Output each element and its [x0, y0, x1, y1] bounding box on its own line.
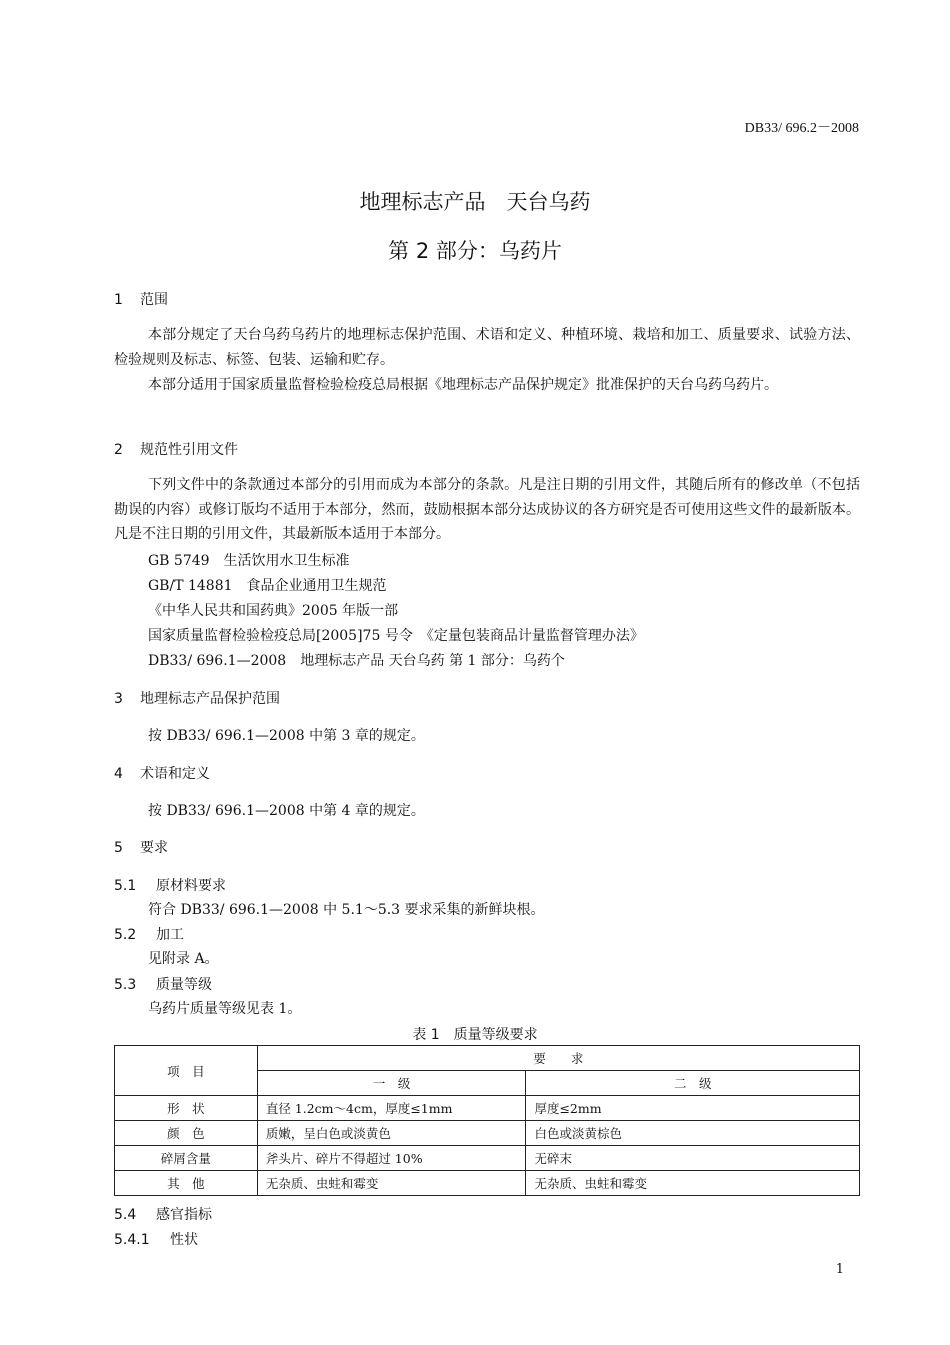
section-3-heading: 3 地理标志产品保护范围	[114, 691, 280, 707]
section-5-2-paragraph: 见附录 A。	[148, 951, 219, 967]
section-2-heading: 2 规范性引用文件	[114, 442, 238, 458]
table-header-grade-1: 一 级	[257, 1071, 526, 1096]
table-row	[115, 1171, 860, 1196]
reference-item: 国家质量监督检验检疫总局[2005]75 号令 《定量包装商品计量监督管理办法》	[148, 628, 644, 644]
section-5-2-heading: 5.2 加工	[114, 927, 184, 943]
section-1-heading: 1 范围	[114, 292, 168, 308]
table-cell-grade-1: 无杂质、虫蛀和霉变	[257, 1171, 526, 1196]
table-cell-grade-2: 无碎末	[526, 1146, 860, 1171]
table-header-item: 项 目	[115, 1046, 258, 1096]
reference-item: GB/T 14881 食品企业通用卫生规范	[148, 578, 387, 594]
section-4-paragraph: 按 DB33/ 696.1—2008 中第 4 章的规定。	[148, 803, 425, 819]
section-5-4-1-heading: 5.4.1 性状	[114, 1232, 198, 1248]
table-row	[115, 1121, 860, 1146]
section-5-4-heading: 5.4 感官指标	[114, 1207, 212, 1223]
table-header-row	[115, 1046, 860, 1071]
table-cell-grade-2: 无杂质、虫蛀和霉变	[526, 1171, 860, 1196]
table-cell-item: 颜 色	[115, 1121, 258, 1146]
section-5-3-paragraph: 乌药片质量等级见表 1。	[148, 1001, 302, 1017]
document-subtitle: 第 2 部分：乌药片	[388, 239, 562, 263]
table-cell-grade-2: 白色或淡黄棕色	[526, 1121, 860, 1146]
document-number: DB33/ 696.2－2008	[744, 121, 859, 136]
section-5-3-heading: 5.3 质量等级	[114, 977, 212, 993]
table-cell-grade-1: 质嫩，呈白色或淡黄色	[257, 1121, 526, 1146]
section-5-1-paragraph: 符合 DB33/ 696.1—2008 中 5.1～5.3 要求采集的新鲜块根。	[148, 902, 545, 918]
reference-item: 《中华人民共和国药典》2005 年版一部	[148, 603, 399, 619]
table-cell-grade-1: 斧头片、碎片不得超过 10%	[257, 1146, 526, 1171]
section-5-1-heading: 5.1 原材料要求	[114, 878, 226, 894]
section-1-paragraph-1: 本部分规定了天台乌药乌药片的地理标志保护范围、术语和定义、种植环境、栽培和加工、质量要求、试验方法、检验规则及标志、标签、包装、运输和贮存。	[114, 327, 860, 368]
section-4-heading: 4 术语和定义	[114, 766, 210, 782]
table-cell-grade-2: 厚度≤2mm	[526, 1096, 860, 1121]
reference-item: GB 5749 生活饮用水卫生标准	[148, 553, 350, 569]
section-1-paragraph-2: 本部分适用于国家质量监督检验检疫总局根据《地理标志产品保护规定》批准保护的天台乌药乌药片。	[148, 377, 778, 393]
table-header-grade-2: 二 级	[526, 1071, 860, 1096]
section-5-heading: 5 要求	[114, 840, 168, 856]
table-cell-grade-1: 直径 1.2cm～4cm，厚度≤1mm	[257, 1096, 526, 1121]
table-cell-item: 其 他	[115, 1171, 258, 1196]
table-caption: 表 1 质量等级要求	[412, 1027, 538, 1043]
table-header-requirements: 要 求	[257, 1046, 859, 1071]
page-number: 1	[835, 1262, 844, 1277]
table-row	[115, 1096, 860, 1121]
section-3-paragraph: 按 DB33/ 696.1—2008 中第 3 章的规定。	[148, 728, 425, 744]
table-row	[115, 1146, 860, 1171]
table-cell-item: 碎屑含量	[115, 1146, 258, 1171]
reference-item: DB33/ 696.1—2008 地理标志产品 天台乌药 第 1 部分：乌药个	[148, 653, 565, 669]
section-2-paragraph-1: 下列文件中的条款通过本部分的引用而成为本部分的条款。凡是注日期的引用文件，其随后所有的修改单（不包括勘误的内容）或修订版均不适用于本部分，然而，鼓励根据本部分达成协议的各方研究是否可使用这些文件的最新版本。凡是不注日期的引用文件，其最新版本适用于本部分。	[114, 477, 860, 542]
table-cell-item: 形 状	[115, 1096, 258, 1121]
document-title: 地理标志产品 天台乌药	[359, 190, 591, 214]
quality-grade-table	[114, 1045, 860, 1196]
